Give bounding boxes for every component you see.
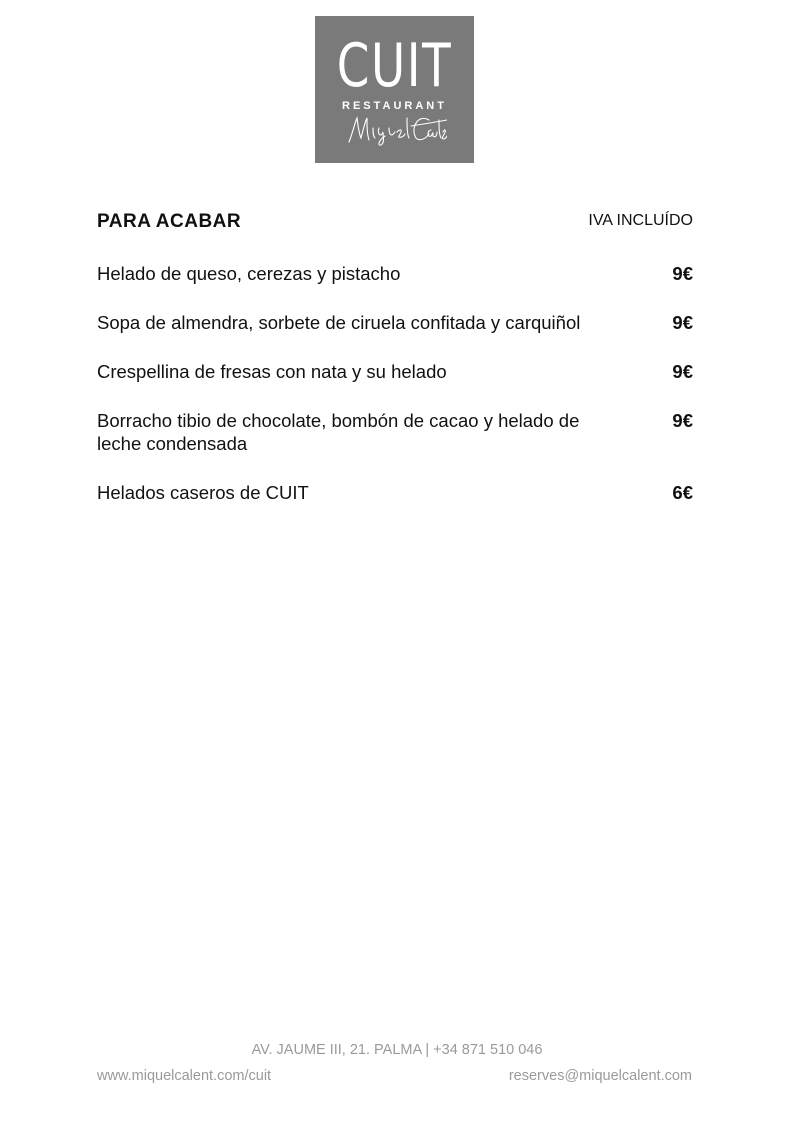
restaurant-logo: [315, 16, 474, 163]
item-price: 9€: [672, 361, 693, 382]
item-price: 9€: [672, 410, 693, 431]
dessert-menu: [97, 262, 693, 530]
menu-item: [97, 481, 693, 504]
section-title: PARA ACABAR: [97, 211, 242, 232]
item-name: Sopa de almendra, sorbete de ciruela confitada y carquiñol: [97, 312, 581, 333]
website-link[interactable]: www.miquelcalent.com/cuit: [97, 1068, 272, 1084]
item-name: Borracho tibio de chocolate, bombón de cacao y helado de leche condensada: [97, 410, 580, 454]
item-name: Helado de queso, cerezas y pistacho: [97, 263, 401, 284]
item-price: 9€: [672, 263, 693, 284]
tax-note: IVA INCLUÍDO: [588, 212, 693, 229]
menu-item: [97, 311, 693, 334]
menu-item: [97, 409, 693, 455]
email-link[interactable]: reserves@miquelcalent.com: [508, 1068, 692, 1084]
menu-item: [97, 262, 693, 285]
logo-name: CUIT: [336, 31, 453, 101]
footer-address: AV. JAUME III, 21. PALMA | +34 871 510 046: [251, 1042, 543, 1058]
logo-signature: [345, 112, 447, 146]
item-price: 6€: [672, 482, 693, 503]
item-price: 9€: [672, 312, 693, 333]
item-name: Crespellina de fresas con nata y su helado: [97, 361, 447, 382]
item-name: Helados caseros de CUIT: [97, 482, 309, 503]
menu-item: [97, 360, 693, 383]
logo-subtitle: RESTAURANT: [342, 100, 447, 112]
